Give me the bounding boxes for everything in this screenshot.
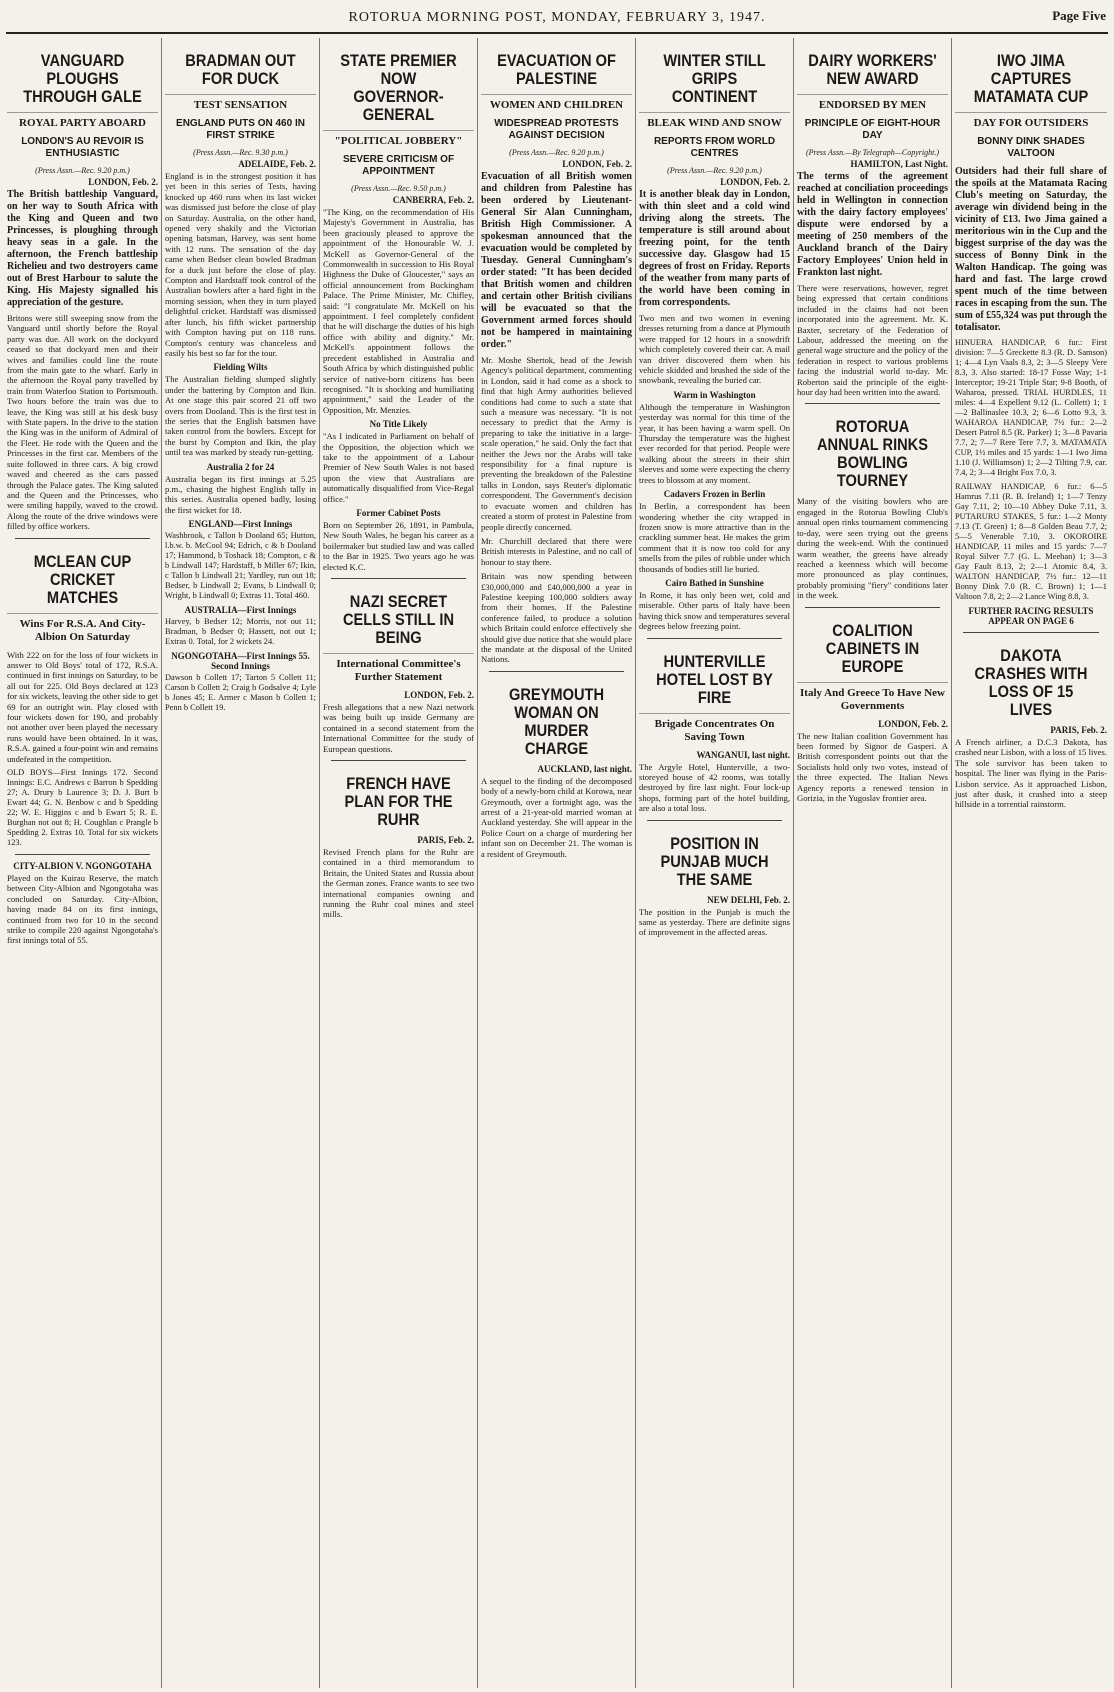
- section-heading: Cairo Bathed in Sunshine: [665, 577, 764, 588]
- section-heading: Fielding Wilts: [213, 362, 268, 373]
- divider: [331, 760, 466, 761]
- article-body: Mr. Moshe Shertok, head of the Jewish Agency's political department, commenting in London, said it had come as a shock to find that high Army authorities believed conditions had come to such a state that such a measure was necessary. "It is not necessary to predict that the Army is preparing to take the initiative in a large-scale operation," he said. Only the fact that neither the Jews nor the Arabs will take responsibility for a final rupture is preventing the breakdown of the Palestine talks in London, says Reuter's diplomatic correspondent. The Government's decision to evacuate women and children has created a storm of protest in Palestine from people directly concerned.: [481, 355, 632, 532]
- columns: [4, 38, 1110, 1688]
- section-heading: Warm in Washington: [673, 389, 756, 400]
- section-heading: Australia 2 for 24: [206, 461, 275, 472]
- lede-paragraph: It is another bleak day in London, with thin sleet and a cold wind driving along the streets. The temperature is still around about freezing point, for the tenth successive day. Glasgow had 15 degrees of frost on Friday. Reports of the weather from many parts of the world have been coming in from correspondents.: [639, 189, 790, 308]
- column-1: [4, 38, 162, 1688]
- article-body: The Australian fielding slumped slightly under the battering by Compton and Ikin. At one stage this pair scored 21 off two overs from Dooland. This is the first test in the series that the English batsmen have taken control from the bowlers. Except for the burst by Compton and Ikin, the play until tea was marked by steady run-getting.: [165, 374, 316, 458]
- scoreboard: Harvey, b Bedser 12; Morris, not out 11; Bradman, b Bedser 0; Hassett, not out 1; Extras 0. Total, for 2 wickets 24.: [165, 617, 316, 647]
- article-body: Britain was now spending between £30,000,000 and £40,000,000 a year in Palestine keeping 100,000 soldiers away from their homes. If the Palestine conference failed, to produce a solution which Britain could enforce effectively she should give due notice that she would place the mandate at the disposal of the United Nations.: [481, 571, 632, 665]
- section-heading: ENGLAND—First Innings: [188, 519, 293, 530]
- subhead: "POLITICAL JOBBERY": [323, 130, 474, 148]
- deck: PRINCIPLE OF EIGHT-HOUR DAY: [804, 118, 941, 141]
- subhead: ENDORSED BY MEN: [797, 94, 948, 112]
- article-body: Britons were still sweeping snow from the Vanguard until shortly before the Royal party was due. All work on the dockyard ceased so that dockyard men and their wives and families could line the route from the main gate to the wharf. Early in the afternoon the Royal party travelled by train from Waterloo Station to Portsmouth. Two hours before the train was due to leave, the King was still at his desk busy with State papers. In the drive to the station the King was in the uniform of Admiral of the Fleet. He rode with the Queen and the Princesses in the first car. Members of the suite followed in three cars. A big crowd waved and cheered as the cars passed through the Palace gates. The King saluted and the Queen and the Princesses, who were smiling happily, waved to the crowd. Along the route of the drive windows were filled by office workers.: [7, 313, 158, 532]
- subhead: International Committee's Further Statement: [323, 653, 474, 684]
- dateline: NEW DELHI, Feb. 2.: [707, 894, 790, 905]
- divider: [331, 578, 466, 579]
- subhead: ROYAL PARTY ABOARD: [7, 112, 158, 130]
- subhead: WOMEN AND CHILDREN: [481, 94, 632, 112]
- headline: NAZI SECRET CELLS STILL IN BEING: [342, 592, 454, 647]
- column-5: [636, 38, 794, 1688]
- dateline: LONDON, Feb. 2.: [88, 177, 158, 187]
- article-body: England is in the strongest position it has yet been in this series of Tests, having knocked up 460 runs when its last wicket was dismissed just before the close of play on Saturday. Australia, on the other hand, opened very shakily and the Victorian opening batsman, Harvey, was sent home with 12 runs. The sensation of the day came when Bedser clean bowled Bradman for a duck just before the close of play. Compton and Hardstaff took control of the Australian bowlers after a hard fight in the morning session, when they in turn played delightful cricket. Hardstaff was dismissed after lunch, his fifth wicket partnership with Compton having put on 118 runs. Compton's century was chanceless and easily his best so far for the tour.: [165, 171, 316, 358]
- subhead: DAY FOR OUTSIDERS: [955, 112, 1107, 130]
- headline: FRENCH HAVE PLAN FOR THE RUHR: [344, 774, 453, 830]
- article-body: Australia began its first innings at 5.25 p.m., chasing the highest English tally in this series. Australia opened badly, losing the first wicket for 18.: [165, 473, 316, 515]
- headline: WINTER STILL GRIPS CONTINENT: [663, 51, 766, 106]
- dateline: PARIS, Feb. 2.: [417, 835, 474, 846]
- headline: POSITION IN PUNJAB MUCH THE SAME: [660, 833, 769, 889]
- column-7: [952, 38, 1110, 1688]
- dateline: LONDON, Feb. 2.: [878, 718, 948, 729]
- headline: HUNTERVILLE HOTEL LOST BY FIRE: [656, 651, 773, 707]
- divider: [15, 538, 150, 539]
- article-body: A French airliner, a D.C.3 Dakota, has crashed near Lisbon, with a loss of 15 lives. The sole survivor has been taken to hospital. The liner was flying in the Paris-Lisbon service. As it approached Lisbon, just after dusk, it crashed into a steep hillside in a torrential rainstorm.: [955, 737, 1107, 810]
- subhead: TEST SENSATION: [165, 94, 316, 112]
- column-4: [478, 38, 636, 1688]
- column-2: [162, 38, 320, 1688]
- deck: WIDESPREAD PROTESTS AGAINST DECISION: [494, 118, 619, 141]
- article-body: There were reservations, however, regret being expressed that certain conditions included in the claims had not been incorporated into the agreement. Mr. K. Baxter, secretary of the Federation of Labour, addressed the meeting on the general wage structure and the policy of the federation in respect to various problems facing the industrial world to-day. Mr. Roberton said the principle of the eight-hour day had been written into the award.: [797, 283, 948, 398]
- article-body: Born on September 26, 1891, in Pambula, New South Wales, he began his career as a boilermaker but studied law and was called to the Bar in 1925. Two years ago he was elected K.C.: [323, 519, 474, 572]
- masthead-rule: [6, 32, 1108, 34]
- article-body: Two men and two women in evening dresses returning from a dance at Plymouth were trapped for 12 hours in a snowdrift which completely covered their car. A mail van driver discovered them when his vehicle skidded and brushed the side of the snowbank, revealing the buried car.: [639, 313, 790, 386]
- dateline: ADELAIDE, Feb. 2.: [238, 159, 316, 169]
- headline: ROTORUA ANNUAL RINKS BOWLING TOURNEY: [816, 417, 928, 491]
- divider: [805, 403, 940, 404]
- article-body: Mr. Churchill declared that there were British interests in Palestine, and no call of honour to stay there.: [481, 535, 632, 567]
- section-heading: CITY-ALBION V. NGONGOTAHA: [13, 861, 152, 871]
- article-body: Played on the Kuirau Reserve, the match between City-Albion and Ngongotaha was concluded on Saturday. City-Albion, having made 84 on its first innings, continued from two for 10 in the second strike to compile 220 against Ngongotaha's first innings total of 55.: [7, 873, 158, 946]
- credit-line: (Press Assn.—Rec. 9.20 p.m.): [35, 166, 130, 175]
- dateline: PARIS, Feb. 2.: [1050, 725, 1107, 735]
- divider: [805, 607, 940, 608]
- divider: [15, 854, 150, 855]
- subhead: BLEAK WIND AND SNOW: [639, 112, 790, 130]
- divider: [647, 638, 782, 639]
- race-results: HINUERA HANDICAP, 6 fur.: First division: 7—5 Greckette 8.3 (R. D. Samson) 1; 4—4 Lyn Vaals 8.3, 2; 3—5 Sleepy Vere 8.3, 3. Also started: 18-17 Fosse Way; 1-1 Interceptor; 19-21 Triple Star; 9-8 Booth, of Waharoa, pressed. TRIAL HURDLES, 11 miles: 4—4 Expellent 9.12 (L. Collett) 1; 1—2 Ballinaslee 10.3, 2; 6—6 Lotto 9.3, 3. WAHAROA HANDICAP, 7½ fur.: 2—2 Desert Patrol 8.5 (R. Parker) 1; 3—8 Pavaria 7.7, 2; 7—7 Rere Tere 7.7, 3. MATAMATA CUP, 1½ miles and 15 yards: 1—1 Iwo Jima 1.10 (J. Williamson) 1; 2—2 Tilting 7.9, car. 7.4, 2; 3—4 Bright Fox 7.0, 3.: [955, 338, 1107, 477]
- headline: GREYMOUTH WOMAN ON MURDER CHARGE: [508, 684, 605, 758]
- deck: SEVERE CRITICISM OF APPOINTMENT: [342, 154, 455, 177]
- article-body: "As I indicated in Parliament on behalf of the Opposition, the objection which we take to the appointment of a Labour Premier of New South Wales is not based upon the view that Australians are automatically disqualified from Vice-Regal office.": [323, 431, 474, 504]
- section-heading: No Title Likely: [369, 419, 428, 430]
- dateline: LONDON, Feb. 2.: [404, 690, 474, 700]
- lede-paragraph: Outsiders had their full share of the spoils at the Matamata Racing Club's meeting on Saturday, the average win dividend being in the vicinity of £13. Iwo Jima gained a meritorious win in the Cup and the biggest surprise of the day was the success of Bonny Dink in the Walton Handicap. The going was hard and fast. The large crowd spent much of the time between races in escaping from the sun. The sum of £55,324 was put through the totalisator.: [955, 166, 1107, 333]
- race-results: RAILWAY HANDICAP, 6 fur.: 6—5 Hamrus 7.11 (R. B. Ireland) 1; 1—7 Tenzy Gay 7.11, 2; 10—10 Abbey Duke 7.11, 3. PUTARURU STAKES, 5 fur.: 1—2 Monty 7.13 (T. Green) 1; 8—8 Golden Beau 7.7, 2; 5—5 Venerable 7.10, 3. OKOROIRE HANDICAP, 11 miles and 15 yards: 7—7 Royal Silver 7.7 (G. L. Meehan) 1; 3—3 Gay Fault 8.13, 2; 2—1 Atomic 8.4, 3. WALTON HANDICAP, 7½ fur.: 12—11 Bonny Dink 7.0 (R. C. Brown) 1; 1—1 Valtoon 7.8, 2; 2—2 Lance Wing 8.8, 3.: [955, 482, 1107, 601]
- article-body: The Argyle Hotel, Hunterville, a two-storeyed house of 42 rooms, was totally destroyed by fire last night. Four lock-up shops, forming part of the hotel building, are also a total loss.: [639, 761, 790, 814]
- dateline: WANGANUI, last night.: [696, 749, 790, 760]
- divider: [647, 820, 782, 821]
- article-body: Although the temperature in Washington yesterday was normal for this time of the year, it has been having a warm spell. On Thursday the temperature was the highest ever recorded for that period. People were walking about the streets in their shirt sleeves and some were expecting the cherry trees to blossom at any moment.: [639, 401, 790, 485]
- article-body: The position in the Punjab is much the same as yesterday. There are definite signs of improvement in the affected areas.: [639, 906, 790, 938]
- lede-paragraph: The British battleship Vanguard, on her way to South Africa with the King and Queen and two Princesses, is ploughing through heavy seas in a gale. In the afternoon, the French battleship Richelieu and two destroyers came out of Brest Harbour to salute the King. His Majesty signalled his appreciation of the gesture.: [7, 189, 158, 308]
- subhead: Brigade Concentrates On Saving Town: [639, 713, 790, 744]
- credit-line: (Press Assn.—Rec. 9.20 p.m.): [509, 148, 604, 157]
- credit-line: (Press Assn.—Rec. 9.30 p.m.): [193, 148, 288, 157]
- subhead: Wins For R.S.A. And City-Albion On Saturday: [7, 613, 158, 644]
- scoreboard: Dawson b Collett 17; Tarton 5 Collett 11; Carson b Collett 2; Craig h Godsalve 4; Lyle b Jones 45; E. Armer c Mason b Collett 1; Penn b Collett 19.: [165, 673, 316, 713]
- masthead: [0, 0, 1114, 34]
- article-body: Many of the visiting bowlers who are engaged in the Rotorua Bowling Club's annual open rinks tournament commencing to-day, were seen trying out the greens during the week-end. With the continued warm weather, the greens have already reached a keenness which will become more pronounced as play continues, probably promising "fiery" conditions later in the week.: [797, 496, 948, 601]
- headline: STATE PREMIER NOW GOVERNOR-GENERAL: [340, 51, 457, 124]
- section-heading: Cadavers Frozen in Berlin: [663, 489, 766, 500]
- article-body: In Berlin, a correspondent has been wondering whether the city wrapped in frozen snow is more attractive than in the crackling summer heat. He makes the grim comment that it is now too cold for any smells from the piles of rubble under which thousands of bodies still lie buried.: [639, 501, 790, 574]
- headline: IWO JIMA CAPTURES MATAMATA CUP: [973, 51, 1089, 106]
- article-body: "The King, on the recommendation of His Majesty's Government in Australia, has been graciously pleased to approve the appointment of the Honourable W. J. McKell as Governor-General of the Commonwealth in succession to His Royal Highness the Duke of Gloucester," says an official announcement from Buckingham Palace. The Prime Minister, Mr. Chifley, said: "I congratulate Mr. McKell on his appointment. I feel completely confident that he will discharge the duties of his high office with ability and dignity." Mr. McKell's appointment follows the precedent established in Australia and South Africa by which distinguished public service of native-born citizens has been recognised. "It is shocking and humiliating appointment," said the Leader of the Opposition, Mr. Menzies.: [323, 207, 474, 415]
- dateline: AUCKLAND, last night.: [537, 763, 632, 774]
- article-body: With 222 on for the loss of four wickets in answer to Old Boys' total of 172, R.S.A. continued in first innings on Saturday, to be all out for 225. Old Boys declared at 123 for six wickets, leaving the other side to get 69 for an outright win. Play closed with four wickets down for 190, and probably not another over been played the necessary runs would have been obtained. In it was, R.S.A. gained a four-point win and remains undefeated in the competition.: [7, 649, 158, 764]
- article-body: Fresh allegations that a new Nazi network was being built up inside Germany are contained in a second statement from the International Committee for the study of European questions.: [323, 702, 474, 754]
- headline: MCLEAN CUP CRICKET MATCHES: [33, 551, 132, 607]
- deck: ENGLAND PUTS ON 460 IN FIRST STRIKE: [176, 118, 305, 141]
- headline: EVACUATION OF PALESTINE: [497, 51, 616, 88]
- dateline: LONDON, Feb. 2.: [562, 159, 632, 169]
- lede-paragraph: Evacuation of all British women and children from Palestine has been ordered by Lieutenant-General Sir Alan Cunningham, British High Commissioner. A spokesman announced that the evacuation would be completed by Tuesday. General Cunningham's order stated: "It has been decided that British women and children and certain other British civilians will be evacuated so that the Government armed forces should not be hampered in maintaining order.": [481, 171, 632, 350]
- headline: VANGUARD PLOUGHS THROUGH GALE: [23, 51, 142, 106]
- deck: BONNY DINK SHADES VALTOON: [977, 136, 1085, 159]
- scoreboard: OLD BOYS—First Innings 172. Second Innings: E.C. Andrews c Barron b Spedding 27; A. Drury b Laurence 3; D. J. Burt b Ewart 44; G. N. Benbow c and b Spedding 22; W. E. Higgins c and b Ewart 5; R. E. Burghan not out 8; H. Coughlan c Prangle b Spedding 2. Extras 10. Total for six wickets 123.: [7, 768, 158, 847]
- article-body: The new Italian coalition Government has been formed by Signor de Gasperi. A British correspondent points out that the Socialists hold only two votes, instead of the three expected. The Italian News Agency reports a renewed tension in Gorizia, in the Yugoslav frontier area.: [797, 730, 948, 803]
- page-number: Page Five: [1052, 8, 1106, 23]
- scoreboard: Washbrook, c Tallon b Dooland 65; Hutton, l.b.w. b. McCool 94; Edrich, c & b Dooland 17; Hammond, b Toshack 18; Compton, c & b Lindwall 147; Hardstaff, b Miller 67; Ikin, c Tallon b Lindwall 21; Yardley, run out 18; Bedser, b Lindwall 2; Evans, b Lindwall 0; Wright, b Lindwall 0; Extras 11. Total 460.: [165, 531, 316, 601]
- headline: COALITION CABINETS IN EUROPE: [825, 620, 920, 676]
- column-6: [794, 38, 952, 1688]
- paper-title: ROTORUA MORNING POST, MONDAY, FEBRUARY 3, 1947.: [348, 10, 766, 25]
- dateline: CANBERRA, Feb. 2.: [392, 195, 474, 205]
- divider: [489, 671, 624, 672]
- divider: [963, 632, 1099, 633]
- credit-line: (Press Assn.—By Telegraph—Copyright.): [805, 148, 940, 157]
- credit-line: (Press Assn.—Rec. 9.20 p.m.): [667, 166, 762, 175]
- deck: REPORTS FROM WORLD CENTRES: [653, 136, 776, 159]
- section-heading: AUSTRALIA—First Innings: [184, 605, 297, 616]
- deck: LONDON'S AU REVOIR IS ENTHUSIASTIC: [21, 136, 144, 159]
- headline: DAIRY WORKERS' NEW AWARD: [808, 51, 937, 88]
- article-body: Revised French plans for the Ruhr are contained in a third memorandum to Britain, the United States and Russia about the German zones. France wants to see two international companies owning and running the Ruhr coal mines and steel mills.: [323, 847, 474, 920]
- dateline: HAMILTON, Last Night.: [850, 159, 948, 169]
- credit-line: (Press Assn.—Rec. 9.50 p.m.): [351, 184, 446, 193]
- headline: BRADMAN OUT FOR DUCK: [185, 51, 296, 88]
- section-heading: NGONGOTAHA—First Innings 55. Second Innings: [171, 651, 310, 672]
- section-heading: Former Cabinet Posts: [356, 507, 441, 518]
- article-body: A sequel to the finding of the decomposed body of a newly-born child at Korowa, near Greymouth, over a fortnight ago, was the arrest of a 21-year-old married woman at Auckland yesterday. She will appear in the Police Court on a charge of murdering her infant son on December 21. The woman is a resident of Greymouth.: [481, 775, 632, 859]
- headline: DAKOTA CRASHES WITH LOSS OF 15 LIVES: [974, 646, 1088, 719]
- lede-paragraph: The terms of the agreement reached at conciliation proceedings held in Wellington in connection with the dairy factory employees' dispute were endorsed by a meeting of 250 members of the Auckland branch of the Dairy Factory Employees' Union held in Frankton last night.: [797, 171, 948, 278]
- article-body: In Rome, it has only been wet, cold and miserable. Other parts of Italy have been having thick snow and temperatures several degrees below freezing point.: [639, 589, 790, 632]
- column-3: [320, 38, 478, 1688]
- section-heading: FURTHER RACING RESULTS APPEAR ON PAGE 6: [968, 606, 1094, 626]
- dateline: LONDON, Feb. 2.: [720, 177, 790, 187]
- subhead: Italy And Greece To Have New Governments: [797, 682, 948, 713]
